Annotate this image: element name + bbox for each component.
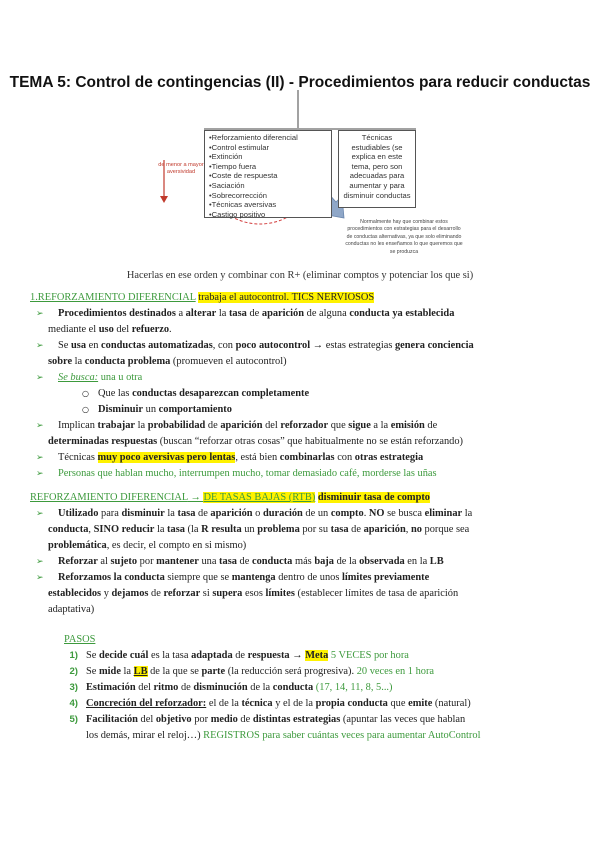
text-run: (la reducción será progresiva). <box>225 666 355 677</box>
studied-techniques-box: Técnicas estudiables (se explica en este tema, pero son adecuadas para aumentar y para disminuir conductas <box>338 130 416 208</box>
text-run: (la <box>184 524 202 535</box>
text-run: por <box>191 714 211 725</box>
text-run: . <box>363 508 369 519</box>
text-run: conducta <box>48 524 89 535</box>
text-run: tasa <box>228 308 247 319</box>
bullet-line <box>30 466 580 482</box>
step-line <box>30 696 580 712</box>
text-run: del <box>135 682 154 693</box>
text-run: aparición <box>220 420 263 431</box>
bullet-line <box>30 570 580 586</box>
text-run: Meta <box>305 650 329 661</box>
text-run: Se busca: <box>58 372 99 383</box>
sub-bullet-line <box>30 386 580 402</box>
text-run: Procedimientos destinados <box>58 308 176 319</box>
technique-item: •Extinción <box>209 152 243 162</box>
section-heading <box>30 290 580 306</box>
text-run: refuerzo <box>131 324 170 335</box>
technique-item: •Tiempo fuera <box>209 161 257 171</box>
text-run: tasa <box>219 556 237 567</box>
text-run: del <box>113 324 132 335</box>
bullet-continuation <box>30 434 580 450</box>
text-run: , <box>88 524 94 535</box>
bullet-line <box>30 418 580 434</box>
text-run: . <box>169 324 172 335</box>
text-run: baja <box>314 556 334 567</box>
text-run: de la <box>247 682 273 693</box>
section-title: REFORZAMIENTO DIFERENCIAL <box>30 492 188 503</box>
text-run: (buscan “reforzar otras cosas” que habitualmente no se están reforzando) <box>157 436 464 447</box>
text-run: REGISTROS para saber cuántas veces para aumentar AutoControl <box>200 730 481 741</box>
bullet-continuation <box>30 522 580 538</box>
text-run: conducta problema <box>84 356 171 367</box>
text-run: → estas estrategias <box>310 340 395 351</box>
text-run: resulta <box>211 524 242 535</box>
arrow-bullet-icon: ➢ <box>36 557 44 567</box>
text-run: (17, 14, 11, 8, 5...) <box>313 682 393 693</box>
text-run: aparición <box>363 524 406 535</box>
diagram-caption: Hacerlas en ese orden y combinar con R+ (eliminar comptos y potenciar los que si) <box>126 270 474 281</box>
text-run: 5 VECES por hora <box>328 650 409 661</box>
text-run: conducta ya establecida <box>349 308 455 319</box>
text-run: de <box>348 524 364 535</box>
text-run: disminuir tasa de compto <box>317 492 431 503</box>
text-run: Se <box>86 666 99 677</box>
technique-item: •Técnicas aversivas <box>209 200 277 210</box>
text-run: poco autocontrol <box>235 340 311 351</box>
text-run: o <box>252 508 263 519</box>
arrow-bullet-icon: ➢ <box>36 453 44 463</box>
bullet-continuation <box>30 354 580 370</box>
text-run: determinadas respuestas <box>48 436 158 447</box>
text-run: un <box>241 524 258 535</box>
text-run: muy poco aversivas pero lentas <box>97 452 236 463</box>
text-run: conductas desaparezcan completamente <box>132 388 310 399</box>
text-run: límites <box>265 588 295 599</box>
text-run: Técnicas <box>58 452 98 463</box>
bullet-line <box>30 554 580 570</box>
text-run: tasa <box>177 508 196 519</box>
text-run: de <box>236 556 252 567</box>
text-run: decide cuál <box>99 650 149 661</box>
bullet-line <box>30 450 580 466</box>
text-run: propia conducta <box>315 698 388 709</box>
arrow-bullet-icon: ➢ <box>36 341 44 351</box>
text-run: Utilizado <box>58 508 99 519</box>
step-number: 2) <box>69 666 78 677</box>
text-run: sobre <box>48 356 73 367</box>
text-run: medio <box>210 714 238 725</box>
text-run: límites previamente <box>341 572 430 583</box>
text-run: los demás, mirar el reloj…) <box>86 730 201 741</box>
text-run: trabajar <box>97 420 136 431</box>
text-run: de la <box>333 556 360 567</box>
text-run: mide <box>99 666 121 677</box>
text-run: → <box>289 650 306 661</box>
text-run: emisión <box>390 420 425 431</box>
text-run: tasa <box>330 524 349 535</box>
bullet-continuation <box>30 538 580 554</box>
text-run: LB <box>429 556 444 567</box>
section-title: 1.REFORZAMIENTO DIFERENCIAL <box>30 292 196 303</box>
notes-body <box>30 290 580 744</box>
technique-item: •Sobrecorrección <box>209 190 267 200</box>
text-run: combinarlas <box>279 452 335 463</box>
text-run: objetivo <box>155 714 192 725</box>
text-run: otras estrategia <box>354 452 424 463</box>
text-run: adaptativa) <box>48 604 95 615</box>
text-run: la <box>154 524 168 535</box>
circle-bullet-icon: ○ <box>82 389 89 398</box>
text-run: LB <box>133 666 148 677</box>
bullet-line <box>30 338 580 354</box>
text-run: la <box>135 420 148 431</box>
technique-item: •Control estimular <box>209 142 270 152</box>
page-title: TEMA 5: Control de contingencias (II) - Procedimientos para reducir conductas <box>9 74 591 91</box>
technique-item: •Coste de respuesta <box>209 171 278 181</box>
text-run: técnica <box>241 698 273 709</box>
circle-bullet-icon: ○ <box>82 405 89 414</box>
text-run: Se <box>86 650 99 661</box>
text-run: uso <box>98 324 114 335</box>
text-run: de la que se <box>147 666 202 677</box>
text-run: la <box>120 666 134 677</box>
text-run: aparición <box>210 508 253 519</box>
step-number: 1) <box>69 650 78 661</box>
text-run: NO <box>368 508 385 519</box>
text-run: por su <box>299 524 331 535</box>
text-run: del <box>262 420 281 431</box>
text-run: emite <box>408 698 433 709</box>
text-run: a la <box>370 420 391 431</box>
section-highlight: trabaja el autocontrol. TICS NERVIOSOS <box>198 292 375 303</box>
text-run: y el de la <box>272 698 316 709</box>
text-run: disminuir <box>121 508 165 519</box>
text-run: tasa <box>167 524 185 535</box>
text-run: eliminar <box>424 508 463 519</box>
text-run: (apuntar las veces que hablan <box>340 714 466 725</box>
text-run: problema <box>257 524 300 535</box>
text-run: (promueven el autocontrol) <box>170 356 287 367</box>
text-run: de <box>424 420 438 431</box>
text-run: dentro de unos <box>275 572 342 583</box>
section-heading <box>30 490 580 506</box>
text-run: parte <box>201 666 226 677</box>
text-run: la <box>72 356 85 367</box>
text-run: la <box>462 508 473 519</box>
text-run: para <box>98 508 122 519</box>
text-run: reforzar <box>163 588 201 599</box>
step-continuation <box>30 728 580 744</box>
text-run: compto <box>330 508 364 519</box>
text-run: con <box>334 452 355 463</box>
text-run: un <box>143 404 159 415</box>
step-line <box>30 712 580 728</box>
text-run: se busca <box>384 508 425 519</box>
text-run: respuesta <box>247 650 290 661</box>
text-run: la <box>164 508 178 519</box>
arrow-bullet-icon: ➢ <box>36 421 44 431</box>
technique-item: •Reforzamiento diferencial <box>209 133 298 142</box>
text-run: dejamos <box>111 588 149 599</box>
text-run: probabilidad <box>147 420 206 431</box>
text-run: una <box>198 556 220 567</box>
text-run: no <box>410 524 422 535</box>
text-run: mediante el <box>48 324 99 335</box>
step-number: 3) <box>69 682 78 693</box>
arrow-bullet-icon: ➢ <box>36 469 44 479</box>
text-run: sigue <box>348 420 371 431</box>
text-run: de <box>232 650 248 661</box>
text-run: al <box>97 556 111 567</box>
arrow-bullet-icon: ➢ <box>36 573 44 583</box>
text-run: genera conciencia <box>394 340 474 351</box>
diagram <box>0 90 600 265</box>
text-run: adaptada <box>191 650 233 661</box>
text-run: más <box>292 556 315 567</box>
text-run: la <box>216 308 229 319</box>
text-run: de <box>195 508 211 519</box>
text-run: si <box>200 588 213 599</box>
text-run: reforzador <box>280 420 329 431</box>
arrow-bullet-icon: ➢ <box>36 509 44 519</box>
step-line <box>30 680 580 696</box>
text-run: una u otra <box>98 372 143 383</box>
text-run: → <box>187 492 204 503</box>
text-run: Personas que hablan mucho, interrumpen mucho, tomar demasiado café, morderse las uñas <box>58 468 437 479</box>
text-run: supera <box>212 588 243 599</box>
text-run: establecidos <box>48 588 102 599</box>
text-run: de <box>178 682 194 693</box>
text-run: conductas automatizadas <box>101 340 213 351</box>
arrow-bullet-icon: ➢ <box>36 373 44 383</box>
bullet-line <box>30 370 580 386</box>
text-run: y <box>101 588 112 599</box>
bullet-line <box>30 506 580 522</box>
text-run: Que las <box>98 388 133 399</box>
text-run: Se <box>58 340 71 351</box>
text-run: Disminuir <box>98 404 144 415</box>
text-run: problemática <box>48 540 107 551</box>
text-run: de <box>237 714 253 725</box>
text-run: mantenga <box>231 572 276 583</box>
text-run: duración <box>262 508 303 519</box>
text-run: a <box>175 308 186 319</box>
step-number: 5) <box>69 714 78 725</box>
section-highlight: DE TASAS BAJAS (RTB) <box>203 492 316 503</box>
text-run: comportamiento <box>158 404 232 415</box>
spacer <box>30 618 580 632</box>
bullet-line <box>30 306 580 322</box>
spacer <box>30 482 580 490</box>
text-run: R <box>201 524 209 535</box>
text-run: mantener <box>156 556 199 567</box>
text-run: siempre que se <box>164 572 232 583</box>
text-run: de <box>148 588 164 599</box>
text-run: , está bien <box>235 452 280 463</box>
step-number: 4) <box>69 698 78 709</box>
text-run: de alguna <box>304 308 350 319</box>
text-run: distintas estrategias <box>252 714 341 725</box>
text-run: de <box>246 308 262 319</box>
technique-item: •Saciación <box>209 180 245 190</box>
text-run: (natural) <box>432 698 471 709</box>
text-run: conducta <box>251 556 293 567</box>
text-run: esos <box>242 588 266 599</box>
technique-item: •Castigo positivo <box>209 209 266 219</box>
text-run: de un <box>302 508 331 519</box>
text-run: del <box>137 714 156 725</box>
arrow-bullet-icon: ➢ <box>36 309 44 319</box>
text-run: que <box>387 698 409 709</box>
text-run: usa <box>71 340 87 351</box>
text-run: disminución <box>193 682 248 693</box>
text-run: Concreción del reforzador: <box>86 698 207 709</box>
aversiveness-note: de menor a mayor aversividad <box>158 162 204 175</box>
text-run: PASOS <box>64 634 96 645</box>
step-line <box>30 664 580 680</box>
sub-bullet-line <box>30 402 580 418</box>
techniques-box <box>204 130 332 218</box>
text-run: 20 veces en 1 hora <box>354 666 435 677</box>
text-run: en la <box>404 556 430 567</box>
text-run: por <box>137 556 157 567</box>
bullet-continuation <box>30 322 580 338</box>
text-run: , con <box>212 340 236 351</box>
text-run: observada <box>359 556 405 567</box>
text-run: SINO reducir <box>93 524 155 535</box>
text-run: es la tasa <box>148 650 192 661</box>
text-run: Estimación <box>86 682 136 693</box>
text-run: Reforzamos la conducta <box>58 572 165 583</box>
combination-note: Normalmente hay que combinar estos procedimientos con estrategias para el desarrollo de conductas alternativas, ya que solo eliminando conductas no les enseñamos lo que queremos que se produzca <box>345 219 463 255</box>
steps-heading <box>30 632 580 648</box>
step-line <box>30 648 580 664</box>
text-run: que <box>328 420 349 431</box>
text-run: Reforzar <box>58 556 98 567</box>
text-run: porque sea <box>421 524 470 535</box>
text-run: , es decir, el compto en si mismo) <box>106 540 247 551</box>
text-run: conducta <box>272 682 314 693</box>
bullet-continuation <box>30 586 580 602</box>
text-run: el de la <box>206 698 242 709</box>
text-run: Facilitación <box>86 714 138 725</box>
text-run: (establecer límites de tasa de aparición <box>294 588 459 599</box>
text-run: en <box>86 340 102 351</box>
text-run: aparición <box>261 308 305 319</box>
text-run: sujeto <box>110 556 138 567</box>
text-run: Implican <box>58 420 98 431</box>
text-run: de <box>205 420 221 431</box>
text-run: ritmo <box>153 682 179 693</box>
bullet-continuation <box>30 602 580 618</box>
text-run: alterar <box>185 308 217 319</box>
text-run: , <box>405 524 411 535</box>
